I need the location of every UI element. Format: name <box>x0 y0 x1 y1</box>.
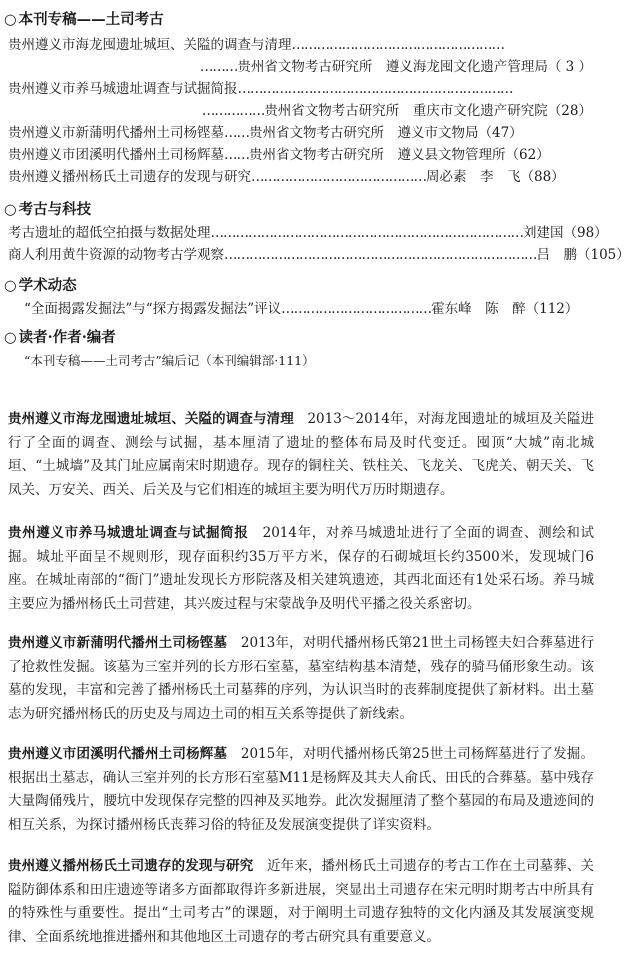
abstract-body: 2013～2014年，对海龙囤遗址的城垣及关隘进行了全面的调查、测绘与试掘，基本厘清了遗址的整体布局及时代变迁。囤顶“大城”南北城垣、“土城墙”及其门址应属南宋时期遗存。现存的铜柱关、铁柱关、飞龙关、飞虎关、朝天关、飞凤关、万安关、西关、后关及与它们相连的城垣主要为明代万历时期遗存。 <box>8 411 595 498</box>
section-marker: ○ <box>4 12 17 28</box>
entry-authors: 贵州省文物考古研究所 重庆市文化遗产研究院 <box>264 103 548 119</box>
leader-dots: ……………………………… <box>281 301 432 317</box>
entry-title: 贵州遵义播州杨氏土司遗存的发现与研究 <box>8 169 251 185</box>
toc-entry[interactable] <box>8 246 630 264</box>
entry-page: （47） <box>478 125 523 141</box>
section-title: 考古与科技 <box>18 201 92 218</box>
abstract-body: 2014年，对养马城遗址进行了全面的调查、测绘和试掘。城址平面呈不规则形，现存面积约35万平方米，保存的石砌城垣长约3500米，发现城门6座。在城址南部的“衙门”遗址发现长方形院落及相关建筑遗迹，其西北面还有1处采石场。养马城主要应为播州杨氏土司营建，其兴废过程与宋蒙战争及明代平播之役关系密切。 <box>8 525 595 612</box>
abstract-title: 贵州遵义播州杨氏土司遗存的发现与研究 <box>8 858 254 874</box>
entry-title: 贵州遵义市新蒲明代播州土司杨铿墓 <box>8 125 224 141</box>
entry-page: （88） <box>520 169 565 185</box>
entry-title: 贵州遵义市团溪明代播州土司杨辉墓 <box>8 147 224 163</box>
leader-dots: …… <box>224 147 249 163</box>
toc-entry-title[interactable] <box>8 80 513 98</box>
abstract-4 <box>8 743 594 837</box>
leader-dots: …………………………………… <box>251 169 426 185</box>
abstract-2 <box>8 522 594 616</box>
leader-dots: …………… <box>201 103 265 119</box>
leader-dots: ………………………………………………………… <box>237 81 513 97</box>
abstract-title: 贵州遵义市新蒲明代播州土司杨铿墓 <box>8 635 228 651</box>
section-marker: ○ <box>4 330 17 346</box>
leader-dots: ………………………………………………………………… <box>224 247 537 263</box>
section-heading-readers <box>4 326 116 347</box>
toc-entry-authors <box>200 58 592 76</box>
entry-page: （98） <box>563 225 608 241</box>
section-heading-academic <box>4 274 77 295</box>
entry-authors: 贵州省文物考古研究所 遵义市文物局 <box>249 125 479 141</box>
abstract-body: 2015年，对明代播州杨氏第25世土司杨辉墓进行了发掘。根据出土墓志，确认三室并列的长方形石室墓M11是杨辉及其夫人俞氏、田氏的合葬墓。墓中残存大量陶俑残片，腰坑中发现保存完整的四神及买地券。此次发掘厘清了整个墓园的布局及遗迹间的相互关系，为探讨播州杨氏丧葬习俗的特征及发展演变提供了详实资料。 <box>8 746 594 833</box>
section-title: 本刊专稿——土司考古 <box>18 11 164 28</box>
leader-dots: …… <box>224 125 249 141</box>
entry-authors: 吕 鹏 <box>536 247 577 263</box>
toc-entry-editorial-note[interactable] <box>24 352 315 370</box>
abstract-title: 贵州遵义市养马城遗址调查与试掘简报 <box>8 525 249 541</box>
toc-entry[interactable] <box>8 124 523 142</box>
toc-entry[interactable] <box>8 224 608 242</box>
entry-title: “全面揭露发掘法”与“探方揭露发掘法”评议 <box>24 301 282 317</box>
abstract-body: 2013年，对明代播州杨氏第21世土司杨铿夫妇合葬墓进行了抢救性发掘。该墓为三室并列的长方形石室墓，墓室结构基本清楚，残存的骑马俑形象生动。该墓的发现，丰富和完善了播州杨氏土司墓葬的序列，为认识当时的丧葬制度提供了新材料。出土墓志为研究播州杨氏的历史及与周边土司的相互关系等提供了新线索。 <box>8 635 594 722</box>
entry-authors: 霍东峰 陈 醉 <box>431 301 526 317</box>
leader-dots: ………………………………………………………………… <box>210 225 523 241</box>
entry-title: 考古遗址的超低空拍摄与数据处理 <box>8 225 211 241</box>
entry-authors: 贵州省文物考古研究所 遵义海龙囤文化遗产管理局 <box>237 59 548 75</box>
entry-authors: 刘建国 <box>523 225 564 241</box>
toc-entry-title[interactable] <box>8 36 504 54</box>
section-marker: ○ <box>4 202 17 218</box>
abstract-title: 贵州遵义市团溪明代播州土司杨辉墓 <box>8 746 228 762</box>
abstract-title: 贵州遵义市海龙囤遗址城垣、关隘的调查与清理 <box>8 411 294 427</box>
section-marker: ○ <box>4 278 17 294</box>
entry-page: （62） <box>505 147 550 163</box>
section-heading-tusi <box>4 8 164 29</box>
toc-entry[interactable] <box>8 168 565 186</box>
leader-dots: ……… <box>199 59 238 75</box>
leader-dots: …………………………………………… <box>291 37 504 53</box>
entry-title: “本刊专稿——土司考古”编后记（本刊编辑部·111） <box>24 353 315 368</box>
entry-page: （112） <box>525 301 579 317</box>
entry-page: （28） <box>547 103 592 119</box>
abstract-1 <box>8 408 594 502</box>
section-heading-science <box>4 198 91 219</box>
section-title: 学术动态 <box>18 277 77 294</box>
section-title: 读者·作者·编者 <box>18 329 116 346</box>
abstract-body: 近年来，播州杨氏土司遗存的考古工作在土司墓葬、关隘防御体系和田庄遗迹等诸多方面都取得许多新进展，突显出土司遗存在宋元明时期考古中所具有的特殊性与重要性。提出“土司考古”的课题，对于阐明土司遗存独特的文化内涵及其发展演变规律、全面系统地推进播州和其他地区土司遗存的考古研究具有重要意义。 <box>8 858 595 945</box>
entry-page: （105） <box>577 247 630 263</box>
entry-title: 商人利用黄牛资源的动物考古学观察 <box>8 247 224 263</box>
toc-entry[interactable] <box>24 300 578 318</box>
toc-entry-authors <box>202 102 592 120</box>
entry-title: 贵州遵义市海龙囤遗址城垣、关隘的调查与清理 <box>8 37 292 53</box>
entry-title: 贵州遵义市养马城遗址调查与试掘简报 <box>8 81 238 97</box>
abstract-5 <box>8 855 594 949</box>
entry-authors: 贵州省文物考古研究所 遵义县文物管理所 <box>249 147 506 163</box>
abstract-3 <box>8 632 594 726</box>
toc-entry[interactable] <box>8 146 550 164</box>
entry-page: （ 3 ） <box>547 59 592 75</box>
entry-authors: 周必素 李 飞 <box>426 169 521 185</box>
